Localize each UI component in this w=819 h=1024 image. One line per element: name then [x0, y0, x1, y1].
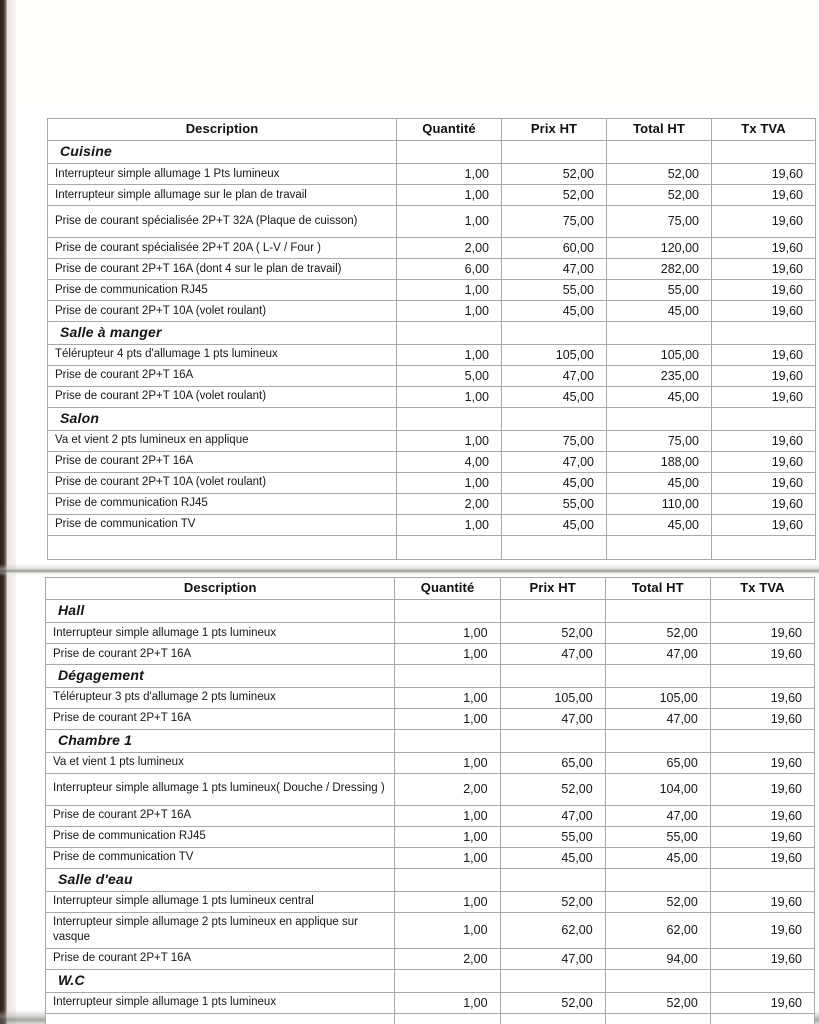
line-item-description: Prise de communication RJ45 — [48, 279, 397, 300]
line-item-unit-price: 47,00 — [502, 451, 607, 472]
empty-cell — [710, 664, 814, 687]
line-item-total: 110,00 — [607, 493, 712, 514]
line-item-quantity: 1,00 — [395, 708, 500, 729]
line-item-description: Interrupteur simple allumage 1 pts lumineux — [46, 622, 395, 643]
line-item-description: Télérupteur 3 pts d'allumage 2 pts lumineux — [46, 687, 395, 708]
line-item-vat-rate: 19,60 — [710, 687, 814, 708]
line-item-total: 188,00 — [607, 451, 712, 472]
line-item-quantity: 1,00 — [397, 300, 502, 321]
line-item-vat-rate: 19,60 — [710, 948, 814, 969]
line-item-vat-rate: 19,60 — [712, 258, 816, 279]
line-item-quantity: 1,00 — [397, 184, 502, 205]
line-item-total: 120,00 — [607, 237, 712, 258]
line-item-unit-price: 55,00 — [502, 493, 607, 514]
line-item-description: Prise de courant 2P+T 10A (volet roulant) — [48, 300, 397, 321]
line-item-unit-price: 52,00 — [500, 992, 605, 1013]
line-item-quantity: 1,00 — [397, 514, 502, 535]
header-row — [48, 119, 816, 141]
section-label: Dégagement — [46, 664, 395, 687]
scan-left-edge-gradient — [7, 0, 16, 1024]
line-item-unit-price: 62,00 — [500, 912, 605, 948]
table-row — [48, 279, 816, 300]
line-item-quantity: 4,00 — [397, 451, 502, 472]
column-header-description: Description — [46, 578, 395, 600]
table-row — [48, 386, 816, 407]
line-item-description: Prise de courant 2P+T 16A — [48, 451, 397, 472]
table-header — [46, 578, 815, 600]
line-item-description: Interrupteur simple allumage 1 pts lumineux( Douche / Dressing ) — [46, 773, 395, 805]
column-header-total-ht: Total HT — [605, 578, 710, 600]
table-row — [46, 992, 815, 1013]
table-row — [48, 300, 816, 321]
line-item-unit-price: 60,00 — [502, 237, 607, 258]
table-row — [48, 472, 816, 493]
line-item-unit-price: 45,00 — [502, 386, 607, 407]
table-row — [46, 891, 815, 912]
line-item-total: 235,00 — [607, 365, 712, 386]
empty-cell — [395, 1013, 500, 1024]
line-item-quantity: 2,00 — [397, 493, 502, 514]
line-item-description: Prise de courant 2P+T 16A — [46, 708, 395, 729]
line-item-vat-rate: 19,60 — [710, 805, 814, 826]
empty-cell — [710, 729, 814, 752]
table-row — [46, 805, 815, 826]
line-item-total: 45,00 — [607, 472, 712, 493]
section-heading-row — [46, 600, 815, 623]
line-item-description: Prise de courant 2P+T 16A — [48, 365, 397, 386]
empty-cell — [605, 969, 710, 992]
empty-cell — [607, 141, 712, 164]
line-item-quantity: 1,00 — [397, 279, 502, 300]
line-item-description: Prise de communication RJ45 — [46, 826, 395, 847]
line-item-quantity: 1,00 — [397, 386, 502, 407]
line-item-total: 94,00 — [605, 948, 710, 969]
column-header-quantite: Quantité — [397, 119, 502, 141]
line-item-description: Prise de courant 2P+T 10A (volet roulant) — [48, 386, 397, 407]
table-row — [46, 912, 815, 948]
line-item-vat-rate: 19,60 — [712, 493, 816, 514]
empty-cell — [397, 535, 502, 559]
table-row — [48, 430, 816, 451]
line-item-vat-rate: 19,60 — [712, 237, 816, 258]
empty-cell — [397, 321, 502, 344]
table-row — [48, 184, 816, 205]
line-item-description: Prise de courant 2P+T 16A — [46, 805, 395, 826]
table-row — [46, 773, 815, 805]
line-item-total: 45,00 — [605, 847, 710, 868]
line-item-description: Prise de courant 2P+T 10A (volet roulant) — [48, 472, 397, 493]
line-item-quantity: 1,00 — [397, 472, 502, 493]
section-heading-row — [46, 868, 815, 891]
empty-cell — [710, 600, 814, 623]
line-item-vat-rate: 19,60 — [710, 891, 814, 912]
section-label: Cuisine — [48, 141, 397, 164]
line-item-quantity: 1,00 — [397, 430, 502, 451]
line-item-vat-rate: 19,60 — [710, 643, 814, 664]
line-item-vat-rate: 19,60 — [710, 912, 814, 948]
empty-cell — [500, 969, 605, 992]
line-item-total: 52,00 — [607, 163, 712, 184]
section-label: W.C — [46, 969, 395, 992]
empty-cell — [48, 535, 397, 559]
line-item-vat-rate: 19,60 — [712, 386, 816, 407]
column-header-tx-tva: Tx TVA — [712, 119, 816, 141]
section-heading-row — [48, 407, 816, 430]
empty-cell — [46, 1013, 395, 1024]
section-label: Salon — [48, 407, 397, 430]
table-row — [48, 258, 816, 279]
line-item-total: 55,00 — [607, 279, 712, 300]
line-item-vat-rate: 19,60 — [712, 184, 816, 205]
line-item-quantity: 1,00 — [397, 163, 502, 184]
empty-cell — [500, 1013, 605, 1024]
line-item-description: Interrupteur simple allumage sur le plan de travail — [48, 184, 397, 205]
table-body — [48, 141, 816, 560]
line-item-vat-rate: 19,60 — [710, 992, 814, 1013]
empty-cell — [397, 407, 502, 430]
column-header-prix-ht: Prix HT — [500, 578, 605, 600]
section-heading-row — [48, 321, 816, 344]
line-item-description: Prise de courant spécialisée 2P+T 20A ( L-V / Four ) — [48, 237, 397, 258]
line-item-total: 45,00 — [607, 514, 712, 535]
empty-cell — [712, 535, 816, 559]
line-item-quantity: 1,00 — [395, 687, 500, 708]
empty-cell — [500, 664, 605, 687]
line-item-description: Télérupteur 4 pts d'allumage 1 pts lumineux — [48, 344, 397, 365]
line-item-quantity: 2,00 — [395, 773, 500, 805]
line-item-unit-price: 65,00 — [500, 752, 605, 773]
column-header-quantite: Quantité — [395, 578, 500, 600]
table-row — [48, 344, 816, 365]
line-item-description: Prise de courant spécialisée 2P+T 32A (Plaque de cuisson) — [48, 205, 397, 237]
empty-cell — [502, 407, 607, 430]
line-item-unit-price: 105,00 — [500, 687, 605, 708]
line-item-quantity: 1,00 — [395, 752, 500, 773]
line-item-total: 45,00 — [607, 300, 712, 321]
line-item-total: 47,00 — [605, 805, 710, 826]
line-item-unit-price: 55,00 — [500, 826, 605, 847]
table-row — [48, 514, 816, 535]
empty-cell — [500, 729, 605, 752]
line-item-description: Interrupteur simple allumage 1 Pts lumineux — [48, 163, 397, 184]
table-row — [46, 752, 815, 773]
table-row — [46, 826, 815, 847]
empty-cell — [607, 535, 712, 559]
line-item-unit-price: 45,00 — [502, 514, 607, 535]
line-item-unit-price: 47,00 — [500, 643, 605, 664]
line-item-total: 52,00 — [605, 992, 710, 1013]
table-row — [46, 708, 815, 729]
line-item-quantity: 1,00 — [395, 622, 500, 643]
line-item-description: Interrupteur simple allumage 2 pts lumineux en applique sur vasque — [46, 912, 395, 948]
line-item-quantity: 2,00 — [397, 237, 502, 258]
estimate-table-lower — [45, 577, 815, 1024]
line-item-quantity: 6,00 — [397, 258, 502, 279]
line-item-unit-price: 47,00 — [500, 805, 605, 826]
empty-cell — [710, 1013, 814, 1024]
empty-cell — [502, 321, 607, 344]
line-item-total: 62,00 — [605, 912, 710, 948]
empty-cell — [607, 321, 712, 344]
line-item-vat-rate: 19,60 — [712, 163, 816, 184]
empty-cell — [395, 600, 500, 623]
empty-cell — [397, 141, 502, 164]
section-label: Salle à manger — [48, 321, 397, 344]
column-header-prix-ht: Prix HT — [502, 119, 607, 141]
line-item-total: 105,00 — [605, 687, 710, 708]
empty-cell — [605, 1013, 710, 1024]
line-item-total: 52,00 — [605, 891, 710, 912]
line-item-description: Interrupteur simple allumage 1 pts lumineux central — [46, 891, 395, 912]
section-heading-row — [46, 729, 815, 752]
table-row — [48, 493, 816, 514]
empty-cell — [712, 141, 816, 164]
empty-cell — [502, 535, 607, 559]
header-row — [46, 578, 815, 600]
section-label: Hall — [46, 600, 395, 623]
section-label: Chambre 1 — [46, 729, 395, 752]
line-item-total: 282,00 — [607, 258, 712, 279]
scan-seam-artifact — [0, 564, 819, 576]
line-item-unit-price: 52,00 — [500, 773, 605, 805]
line-item-quantity: 1,00 — [395, 912, 500, 948]
line-item-unit-price: 47,00 — [500, 708, 605, 729]
line-item-unit-price: 45,00 — [502, 300, 607, 321]
line-item-total: 52,00 — [607, 184, 712, 205]
line-item-vat-rate: 19,60 — [712, 430, 816, 451]
estimate-table-upper — [47, 118, 816, 560]
empty-cell — [500, 600, 605, 623]
line-item-total: 75,00 — [607, 205, 712, 237]
line-item-vat-rate: 19,60 — [710, 622, 814, 643]
line-item-quantity: 1,00 — [395, 992, 500, 1013]
section-heading-row — [46, 664, 815, 687]
line-item-description: Prise de communication RJ45 — [48, 493, 397, 514]
line-item-vat-rate: 19,60 — [712, 205, 816, 237]
line-item-description: Prise de courant 2P+T 16A (dont 4 sur le plan de travail) — [48, 258, 397, 279]
line-item-description: Va et vient 2 pts lumineux en applique — [48, 430, 397, 451]
line-item-quantity: 1,00 — [395, 826, 500, 847]
line-item-total: 75,00 — [607, 430, 712, 451]
line-item-vat-rate: 19,60 — [712, 365, 816, 386]
line-item-total: 105,00 — [607, 344, 712, 365]
line-item-quantity: 1,00 — [395, 643, 500, 664]
line-item-unit-price: 47,00 — [502, 258, 607, 279]
table-header — [48, 119, 816, 141]
table-row — [46, 847, 815, 868]
empty-cell — [605, 664, 710, 687]
line-item-description: Prise de courant 2P+T 16A — [46, 948, 395, 969]
empty-cell — [395, 664, 500, 687]
line-item-unit-price: 75,00 — [502, 430, 607, 451]
line-item-vat-rate: 19,60 — [710, 752, 814, 773]
blank-row — [46, 1013, 815, 1024]
line-item-total: 47,00 — [605, 643, 710, 664]
empty-cell — [607, 407, 712, 430]
section-heading-row — [46, 969, 815, 992]
line-item-vat-rate: 19,60 — [710, 773, 814, 805]
table-row — [46, 622, 815, 643]
line-item-vat-rate: 19,60 — [710, 847, 814, 868]
table-row — [46, 948, 815, 969]
line-item-total: 52,00 — [605, 622, 710, 643]
empty-cell — [395, 969, 500, 992]
line-item-quantity: 1,00 — [397, 205, 502, 237]
section-heading-row — [48, 141, 816, 164]
line-item-vat-rate: 19,60 — [710, 708, 814, 729]
line-item-quantity: 1,00 — [397, 344, 502, 365]
line-item-total: 47,00 — [605, 708, 710, 729]
line-item-vat-rate: 19,60 — [710, 826, 814, 847]
line-item-quantity: 2,00 — [395, 948, 500, 969]
line-item-quantity: 1,00 — [395, 805, 500, 826]
table-row — [48, 365, 816, 386]
line-item-unit-price: 75,00 — [502, 205, 607, 237]
line-item-description: Prise de communication TV — [46, 847, 395, 868]
table-row — [48, 205, 816, 237]
line-item-description: Prise de courant 2P+T 16A — [46, 643, 395, 664]
line-item-total: 65,00 — [605, 752, 710, 773]
line-item-vat-rate: 19,60 — [712, 514, 816, 535]
line-item-unit-price: 47,00 — [500, 948, 605, 969]
table-row — [46, 643, 815, 664]
empty-cell — [605, 600, 710, 623]
line-item-unit-price: 52,00 — [500, 891, 605, 912]
line-item-vat-rate: 19,60 — [712, 451, 816, 472]
empty-cell — [500, 868, 605, 891]
scan-left-edge-artifact — [0, 0, 7, 1024]
line-item-quantity: 1,00 — [395, 847, 500, 868]
empty-cell — [712, 407, 816, 430]
line-item-unit-price: 52,00 — [502, 163, 607, 184]
line-item-unit-price: 55,00 — [502, 279, 607, 300]
line-item-total: 104,00 — [605, 773, 710, 805]
line-item-description: Prise de communication TV — [48, 514, 397, 535]
table-row — [48, 237, 816, 258]
empty-cell — [712, 321, 816, 344]
line-item-unit-price: 52,00 — [500, 622, 605, 643]
line-item-unit-price: 45,00 — [502, 472, 607, 493]
line-item-unit-price: 105,00 — [502, 344, 607, 365]
line-item-total: 55,00 — [605, 826, 710, 847]
line-item-description: Va et vient 1 pts lumineux — [46, 752, 395, 773]
empty-cell — [605, 868, 710, 891]
line-item-vat-rate: 19,60 — [712, 344, 816, 365]
column-header-tx-tva: Tx TVA — [710, 578, 814, 600]
line-item-unit-price: 47,00 — [502, 365, 607, 386]
table-row — [48, 451, 816, 472]
empty-cell — [710, 969, 814, 992]
line-item-vat-rate: 19,60 — [712, 279, 816, 300]
line-item-vat-rate: 19,60 — [712, 472, 816, 493]
table-row — [46, 687, 815, 708]
empty-cell — [710, 868, 814, 891]
line-item-total: 45,00 — [607, 386, 712, 407]
line-item-unit-price: 45,00 — [500, 847, 605, 868]
line-item-quantity: 5,00 — [397, 365, 502, 386]
empty-cell — [395, 729, 500, 752]
table-row — [48, 163, 816, 184]
table-body — [46, 600, 815, 1024]
empty-cell — [605, 729, 710, 752]
empty-cell — [395, 868, 500, 891]
empty-cell — [502, 141, 607, 164]
line-item-vat-rate: 19,60 — [712, 300, 816, 321]
line-item-unit-price: 52,00 — [502, 184, 607, 205]
column-header-description: Description — [48, 119, 397, 141]
column-header-total-ht: Total HT — [607, 119, 712, 141]
blank-row — [48, 535, 816, 559]
section-label: Salle d'eau — [46, 868, 395, 891]
line-item-description: Interrupteur simple allumage 1 pts lumineux — [46, 992, 395, 1013]
line-item-quantity: 1,00 — [395, 891, 500, 912]
